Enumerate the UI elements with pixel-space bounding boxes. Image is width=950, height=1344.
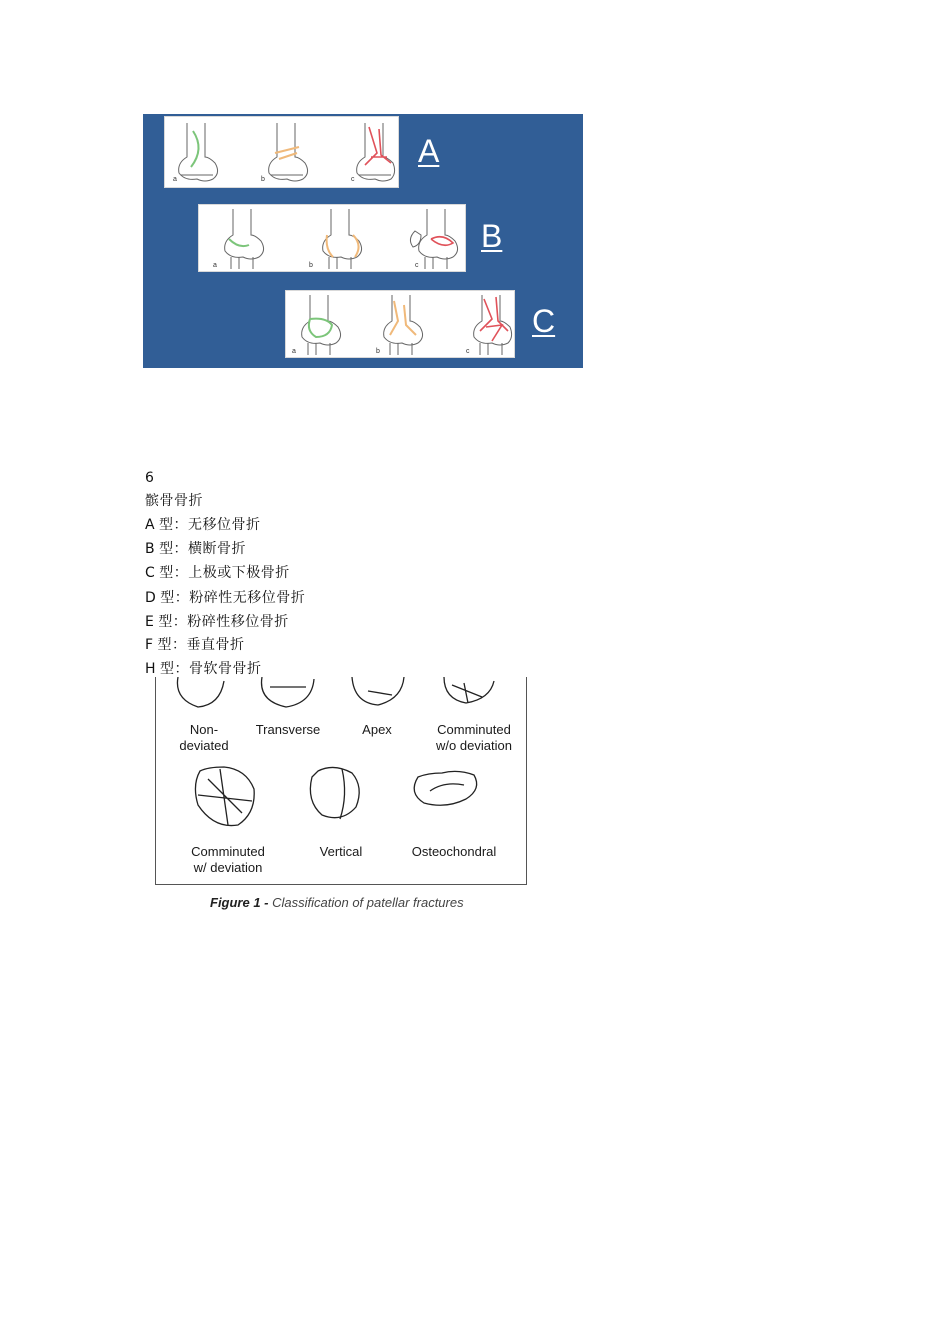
ao-group-label-b: B (481, 218, 503, 254)
ao-b-sublabel-b: b (309, 262, 313, 269)
ao-card-a (164, 116, 399, 188)
type-description: 型：垂直骨折 (157, 637, 245, 653)
section-title: 髌骨骨折 (145, 493, 203, 509)
caption-text: Classification of patellar fractures (268, 895, 464, 910)
patella-apex-drawing (352, 677, 404, 705)
label-apex: Apex (362, 722, 392, 737)
type-description: 型：上极或下极骨折 (159, 565, 290, 581)
patella-comminuted-wo-drawing (444, 677, 494, 703)
ao-card-c (285, 290, 515, 358)
type-code: F (145, 637, 154, 653)
ao-a-sublabel-a: a (173, 176, 177, 183)
ao-group-label-c: C (532, 303, 556, 339)
ao-c-sublabel-c: c (466, 348, 470, 355)
type-description: 型：粉碎性无移位骨折 (160, 590, 306, 606)
label-comminuted-w-deviation: Comminuted w/ deviation (191, 844, 265, 875)
patella-non-deviated-drawing (177, 677, 224, 707)
ao-b-sublabel-a: a (213, 262, 217, 269)
ao-b-bone-drawings (199, 205, 465, 271)
label-comminuted-wo-deviation: Comminuted w/o deviation (436, 722, 512, 753)
ao-group-label-a: A (418, 133, 440, 169)
type-code: B (145, 541, 155, 557)
type-description: 型：骨软骨骨折 (159, 661, 262, 677)
type-line-c (145, 564, 290, 582)
ao-classification-figure (143, 114, 583, 368)
ao-a-sublabel-b: b (261, 176, 265, 183)
label-osteochondral: Osteochondral (411, 844, 497, 859)
patella-vertical-drawing (310, 767, 359, 817)
type-description: 型：无移位骨折 (159, 517, 261, 533)
patella-transverse-drawing (262, 677, 315, 707)
patella-classification-figure (146, 677, 536, 925)
ao-b-sublabel-c: c (415, 262, 419, 269)
figure-caption (210, 895, 464, 910)
type-line-h (145, 660, 261, 678)
type-line-b (145, 540, 246, 558)
type-code: A (145, 517, 155, 533)
patella-osteochondral-drawing (414, 771, 477, 805)
label-transverse: Transverse (255, 722, 321, 737)
ao-card-b (198, 204, 466, 272)
type-description: 型：粉碎性移位骨折 (158, 614, 289, 630)
type-line-d (145, 589, 305, 607)
type-code: D (145, 590, 156, 606)
type-code: H (145, 661, 156, 677)
type-description: 型：横断骨折 (159, 541, 247, 557)
type-line-a (145, 516, 261, 534)
label-vertical: Vertical (319, 844, 363, 859)
ao-c-bone-drawings (286, 291, 514, 357)
type-code: C (145, 565, 155, 581)
ao-c-sublabel-a: a (292, 348, 296, 355)
type-line-f (145, 636, 245, 654)
caption-figure-number: Figure 1 - (210, 895, 269, 910)
type-code: E (145, 614, 154, 630)
ao-a-sublabel-c: c (351, 176, 355, 183)
ao-a-bone-drawings (165, 117, 398, 187)
label-non-deviated: Non- deviated (179, 722, 229, 753)
type-line-e (145, 613, 289, 631)
section-number: 6 (145, 470, 154, 486)
ao-c-sublabel-b: b (376, 348, 380, 355)
